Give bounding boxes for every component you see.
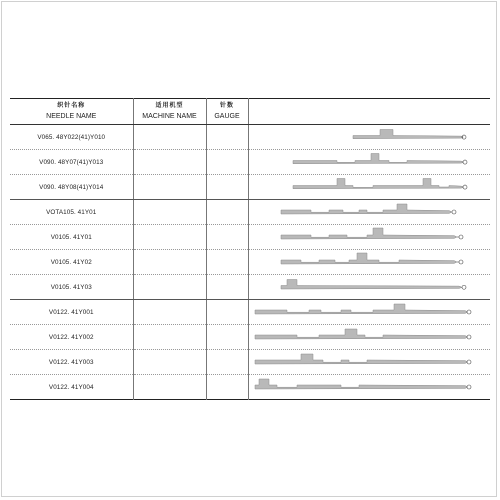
needle-image — [249, 275, 491, 300]
machine-name-cell — [133, 250, 206, 275]
table-row — [10, 250, 490, 275]
table-row — [10, 175, 490, 200]
header-gauge — [206, 99, 248, 125]
machine-name-cell — [133, 150, 206, 175]
needle-body — [255, 354, 467, 364]
needle-image-cell — [248, 225, 490, 250]
gauge-cell — [206, 275, 248, 300]
machine-name-cell — [133, 350, 206, 375]
needle-image-cell — [248, 300, 490, 325]
needle-name-cell: V0122. 41Y001 — [10, 300, 133, 325]
machine-name-cell — [133, 325, 206, 350]
needle-name-cell: V090. 48Y07(41)Y013 — [10, 150, 133, 175]
needle-body — [281, 204, 451, 214]
needle-hook — [452, 210, 456, 214]
needle-image — [249, 300, 491, 325]
needle-image — [249, 325, 491, 350]
needle-body — [255, 379, 467, 389]
table-row — [10, 375, 490, 400]
table-row — [10, 150, 490, 175]
header-gauge-en: GAUGE — [214, 113, 240, 120]
table-row — [10, 300, 490, 325]
needle-body — [293, 179, 463, 189]
header-needle-image — [248, 99, 490, 125]
header-needle-name-zh: 织针名称 — [57, 103, 86, 109]
header-needle-name-en: NEEDLE NAME — [46, 113, 97, 120]
needle-image-cell — [248, 275, 490, 300]
machine-name-cell — [133, 300, 206, 325]
needle-hook — [467, 335, 471, 339]
machine-name-cell — [133, 275, 206, 300]
header-row — [10, 99, 490, 125]
table-row — [10, 325, 490, 350]
needle-name-cell: V0122. 41Y003 — [10, 350, 133, 375]
gauge-cell — [206, 125, 248, 150]
needle-hook — [463, 160, 467, 164]
needle-hook — [459, 260, 463, 264]
needle-hook — [462, 285, 466, 289]
header-machine-name — [133, 99, 206, 125]
needle-name-cell: V090. 48Y08(41)Y014 — [10, 175, 133, 200]
needle-hook — [467, 385, 471, 389]
header-gauge-zh: 针数 — [219, 103, 234, 109]
header-needle-name — [10, 99, 133, 125]
needle-image — [249, 225, 491, 250]
gauge-cell — [206, 300, 248, 325]
needle-image-cell — [248, 175, 490, 200]
needle-body — [255, 304, 467, 314]
needle-hook — [463, 185, 467, 189]
gauge-cell — [206, 175, 248, 200]
table-row — [10, 125, 490, 150]
needle-image-cell — [248, 125, 490, 150]
gauge-cell — [206, 225, 248, 250]
header-machine-name-zh: 适用机型 — [155, 103, 184, 109]
header-machine-name-en: MACHINE NAME — [142, 113, 197, 120]
needle-name-cell: V0122. 41Y004 — [48, 383, 94, 391]
needle-hook — [467, 310, 471, 314]
gauge-cell — [206, 150, 248, 175]
machine-name-cell — [133, 175, 206, 200]
gauge-cell — [206, 350, 248, 375]
needle-name-cell: V0122. 41Y002 — [10, 325, 133, 350]
needle-spec-table — [10, 98, 490, 400]
needle-image — [249, 150, 491, 175]
needle-body — [293, 154, 463, 164]
needle-hook — [467, 360, 471, 364]
machine-name-cell — [133, 200, 206, 225]
needle-image — [249, 175, 491, 200]
needle-body — [281, 280, 461, 290]
needle-image — [249, 200, 491, 225]
needle-image-cell — [248, 325, 490, 350]
needle-body — [353, 130, 463, 139]
gauge-cell — [206, 200, 248, 225]
table-row — [10, 225, 490, 250]
needle-image — [249, 125, 491, 150]
needle-image — [249, 350, 491, 375]
machine-name-cell — [133, 225, 206, 250]
needle-hook — [459, 235, 463, 239]
table-row — [10, 275, 490, 300]
needle-name-cell: V0105. 41Y02 — [10, 250, 133, 275]
gauge-cell — [206, 325, 248, 350]
machine-name-cell — [133, 125, 206, 150]
needle-image-cell — [248, 375, 490, 400]
needle-body — [255, 329, 467, 339]
needle-body — [281, 253, 456, 264]
needle-image — [249, 250, 491, 275]
table-row — [10, 200, 490, 225]
gauge-cell — [206, 375, 248, 400]
needle-image — [249, 375, 491, 400]
needle-image-cell — [248, 150, 490, 175]
table-row — [10, 350, 490, 375]
needle-name-cell: V065. 48Y022(41)Y010 — [10, 125, 133, 150]
needle-image-cell — [248, 250, 490, 275]
gauge-cell — [206, 250, 248, 275]
machine-name-cell — [133, 375, 206, 400]
needle-name-cell: V0105. 41Y03 — [10, 275, 133, 300]
needle-name-cell: VOTA105. 41Y01 — [10, 200, 133, 225]
needle-image-cell — [248, 350, 490, 375]
needle-body — [281, 228, 456, 239]
needle-image-cell — [248, 200, 490, 225]
needle-name-cell: V0105. 41Y01 — [10, 225, 133, 250]
